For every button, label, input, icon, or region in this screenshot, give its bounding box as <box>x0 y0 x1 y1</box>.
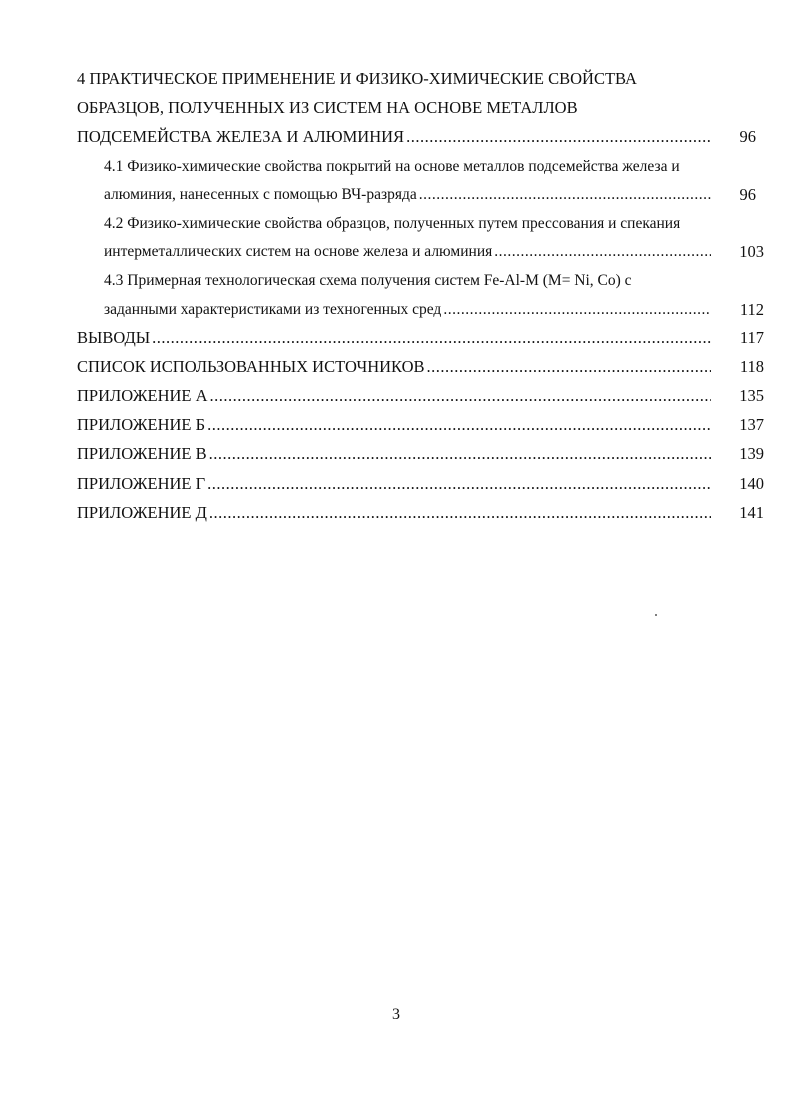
toc-entry-text: ПРИЛОЖЕНИЕ Г <box>77 474 206 493</box>
toc-page-number: 141 <box>739 503 764 522</box>
toc-appendix-d[interactable] <box>77 500 714 526</box>
toc-entry-text: 4.2 Физико-химические свойства образцов, полученных путем прессования и спекания <box>104 215 681 232</box>
toc-leader-dots <box>419 182 711 208</box>
toc-page-number: 96 <box>739 185 756 204</box>
toc-page-number: 137 <box>739 415 764 434</box>
toc-entry-text: интерметаллических систем на основе железа и алюминия <box>104 243 493 260</box>
toc-leader-dots <box>209 441 711 467</box>
toc-entry-text: ВЫВОДЫ <box>77 328 151 347</box>
scan-speck <box>655 614 657 616</box>
toc-entry-text: 4.3 Примерная технологическая схема получения систем Fe-Al-M (M= Ni, Co) с <box>104 272 632 289</box>
toc-page-number: 112 <box>739 300 764 319</box>
toc-entry-text: ПРИЛОЖЕНИЕ А <box>77 386 208 405</box>
toc-appendix-v[interactable] <box>77 441 714 467</box>
toc-page-number: 96 <box>739 127 756 146</box>
toc-entry-text: ОБРАЗЦОВ, ПОЛУЧЕННЫХ ИЗ СИСТЕМ НА ОСНОВЕ МЕТАЛЛОВ <box>77 98 578 117</box>
toc-references-page <box>714 354 764 380</box>
toc-entry-text: ПОДСЕМЕЙСТВА ЖЕЛЕЗА И АЛЮМИНИЯ <box>77 127 405 146</box>
page-number: 3 <box>392 1006 400 1023</box>
toc-entry-text: ПРИЛОЖЕНИЕ В <box>77 444 207 463</box>
toc-leader-dots <box>152 325 711 351</box>
toc-section-4-3-line-1[interactable] <box>104 268 764 294</box>
toc-section-4-1-line-1[interactable] <box>104 154 764 180</box>
toc-conclusions[interactable] <box>77 325 714 351</box>
toc-appendix-a[interactable] <box>77 383 714 409</box>
toc-entry-text: ПРИЛОЖЕНИЕ Д <box>77 503 207 522</box>
toc-leader-dots <box>207 471 711 497</box>
toc-leader-dots <box>443 297 711 323</box>
toc-leader-dots <box>207 412 711 438</box>
toc-appendix-b-page <box>714 412 764 438</box>
toc-entry-text: алюминия, нанесенных с помощью ВЧ-разряда <box>104 186 417 203</box>
toc-appendix-v-page <box>714 441 764 467</box>
toc-entry-text: ПРИЛОЖЕНИЕ Б <box>77 415 206 434</box>
toc-page-number: 117 <box>739 328 764 347</box>
toc-section-4-2-line-1[interactable] <box>104 211 764 237</box>
toc-references[interactable] <box>77 354 714 380</box>
toc-chapter-4-line-3[interactable] <box>77 124 714 150</box>
toc-appendix-b[interactable] <box>77 412 714 438</box>
toc-leader-dots <box>209 500 711 526</box>
toc-page-number: 140 <box>739 474 764 493</box>
toc-leader-dots <box>427 354 711 380</box>
toc-page-number: 103 <box>739 242 764 261</box>
toc-section-4-1-page <box>714 182 756 208</box>
toc-entry-text: 4 ПРАКТИЧЕСКОЕ ПРИМЕНЕНИЕ И ФИЗИКО-ХИМИЧЕСКИЕ СВОЙСТВА <box>77 69 637 88</box>
toc-entry-text: заданными характеристиками из техногенных сред <box>104 301 442 318</box>
toc-chapter-4-line-1[interactable] <box>77 66 757 92</box>
toc-page-number: 135 <box>739 386 764 405</box>
toc-section-4-2-line-2[interactable] <box>104 239 714 265</box>
toc-section-4-3-line-2[interactable] <box>104 297 714 323</box>
toc-chapter-4-line-2[interactable] <box>77 95 757 121</box>
toc-section-4-1-line-2[interactable] <box>104 182 714 208</box>
toc-leader-dots <box>210 383 711 409</box>
toc-leader-dots <box>494 239 711 265</box>
toc-section-4-3-page <box>714 297 764 323</box>
toc-chapter-4-page <box>714 124 756 150</box>
toc-section-4-2-page <box>714 239 764 265</box>
toc-appendix-g-page <box>714 471 764 497</box>
toc-appendix-g[interactable] <box>77 471 714 497</box>
toc-appendix-a-page <box>714 383 764 409</box>
toc-page-number: 118 <box>739 357 764 376</box>
toc-leader-dots <box>406 124 711 150</box>
toc-entry-text: 4.1 Физико-химические свойства покрытий на основе металлов подсемейства железа и <box>104 158 680 175</box>
toc-entry-text: СПИСОК ИСПОЛЬЗОВАННЫХ ИСТОЧНИКОВ <box>77 357 425 376</box>
toc-conclusions-page <box>714 325 764 351</box>
toc-page-number: 139 <box>739 444 764 463</box>
toc-appendix-d-page <box>714 500 764 526</box>
